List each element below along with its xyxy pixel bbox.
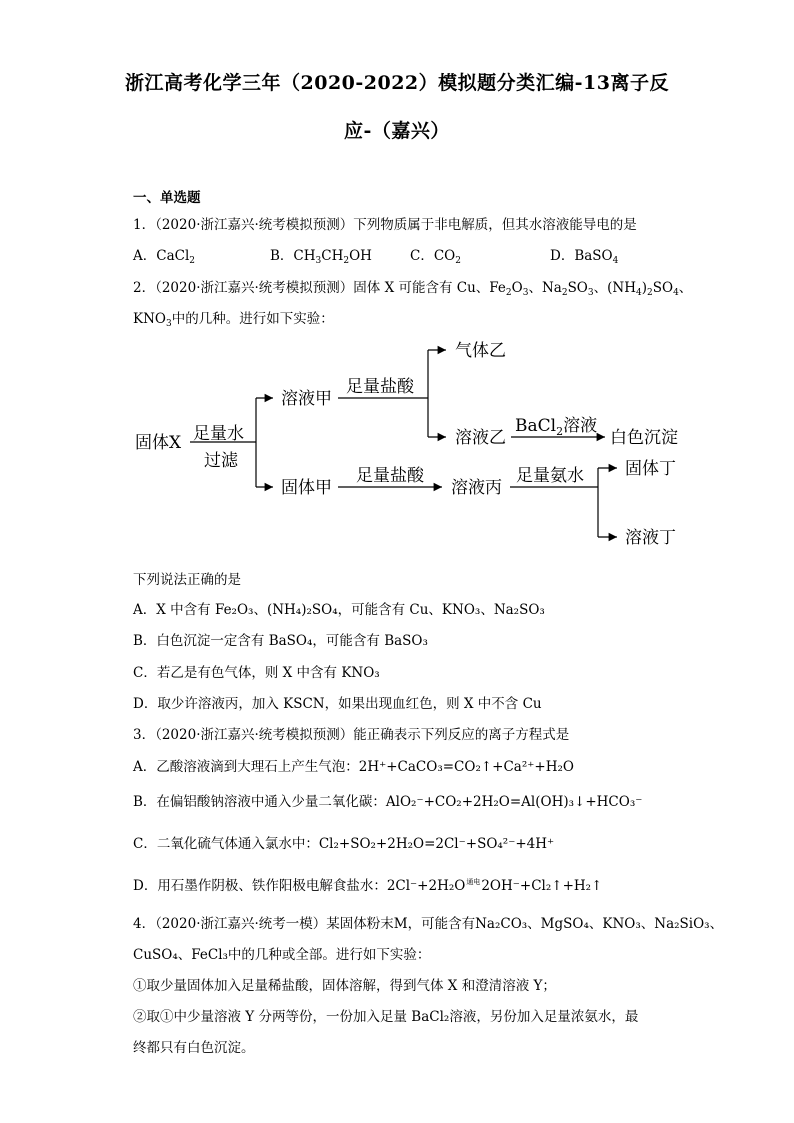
node-solid-ding: 固体丁: [625, 459, 676, 479]
q2-stem-line2: $KNO_3$中的几种。进行如下实验：: [133, 311, 334, 329]
q4-step2-cont: 终都只有白色沉淀。: [133, 1040, 255, 1056]
node-solution-jia: 溶液甲: [281, 389, 332, 409]
q4-step1: ①取少量固体加入足量稀盐酸，固体溶解，得到气体 X 和澄清溶液 Y；: [133, 978, 556, 994]
q4-step2: ②取①中少量溶液 Y 分两等份，一份加入足量 BaCl₂溶液，另份加入足量浓氨水，最: [133, 1009, 639, 1025]
q2-option-d: D．取少许溶液丙，加入 KSCN，如果出现血红色，则 X 中不含 Cu: [133, 696, 542, 712]
node-solution-ding: 溶液丁: [625, 528, 676, 548]
q3-option-d: D．用石墨作阴极、铁作阳极电解食盐水：$2Cl^-+2H_2O^{通电}2OH^-+Cl_2↑+H_2↑$: [133, 878, 603, 894]
label-bacl2: BaCl$_2$溶液: [515, 416, 598, 438]
node-solid-x: 固体X: [135, 433, 182, 453]
q1-option-d: D．BaSO$_4$: [550, 248, 619, 266]
q2-prompt: 下列说法正确的是: [133, 572, 241, 588]
label-hcl-top: 足量盐酸: [346, 377, 414, 397]
electrolysis-condition: 通电: [466, 878, 481, 886]
node-solution-bing: 溶液丙: [451, 478, 502, 498]
q3-option-c: C．二氧化硫气体通入氯水中：Cl₂+SO₂+2H₂O=2Cl⁻+SO₄²⁻+4H⁺: [133, 836, 555, 852]
q3-option-a: A．乙酸溶液滴到大理石上产生气泡：2H⁺+CaCO₃=CO₂↑+Ca²⁺+H₂O: [133, 759, 574, 775]
q3-stem: 3．（2020·浙江嘉兴·统考模拟预测）能正确表示下列反应的离子方程式是: [133, 727, 570, 743]
label-hcl-bottom: 足量盐酸: [356, 466, 424, 486]
q2-stem: 2．（2020·浙江嘉兴·统考模拟预测）固体 X 可能含有 Cu、$Fe_2O_3$、$Na_2SO_3$、$(NH_4)_2SO_4$、: [133, 280, 693, 298]
q2-option-c: C．若乙是有色气体，则 X 中含有 KNO₃: [133, 665, 380, 681]
q1-option-a: A．CaCl$_2$: [133, 248, 196, 266]
q3-option-b: B．在偏铝酸钠溶液中通入少量二氧化碳：AlO₂⁻+CO₂+2H₂O=Al(OH)₃↓+HCO₃⁻: [133, 794, 643, 810]
doc-title-line2: 应-（嘉兴）: [344, 120, 450, 142]
node-solid-jia: 固体甲: [281, 478, 332, 498]
q1-option-c: C．$CO_2$: [410, 248, 461, 266]
q2-option-a: A．X 中含有 Fe₂O₃、(NH₄)₂SO₄，可能含有 Cu、KNO₃、Na₂SO₃: [133, 602, 545, 618]
label-ammonia: 足量氨水: [516, 466, 584, 486]
q4-stem: 4．（2020·浙江嘉兴·统考一模）某固体粉末M，可能含有Na₂CO₃、MgSO₄、KNO₃、Na₂SiO₃、: [133, 916, 724, 932]
doc-title-line1: 浙江高考化学三年（2020-2022）模拟题分类汇编-13离子反: [125, 72, 669, 94]
node-white-ppt: 白色沉淀: [610, 428, 678, 448]
section-heading: 一、单选题: [133, 190, 201, 206]
q1-option-b: B．$CH_3CH_2OH$: [270, 248, 372, 266]
q4-stem-line2: CuSO₄、FeCl₃中的几种或全部。进行如下实验：: [133, 947, 431, 963]
node-solution-yi: 溶液乙: [455, 428, 506, 448]
node-gas-yi: 气体乙: [455, 341, 506, 361]
label-filter: 过滤: [204, 451, 238, 471]
label-water: 足量水: [193, 424, 244, 444]
q2-option-b: B．白色沉淀一定含有 BaSO₄，可能含有 BaSO₃: [133, 633, 428, 649]
q1-stem: 1．（2020·浙江嘉兴·统考模拟预测）下列物质属于非电解质，但其水溶液能导电的是: [133, 217, 637, 233]
